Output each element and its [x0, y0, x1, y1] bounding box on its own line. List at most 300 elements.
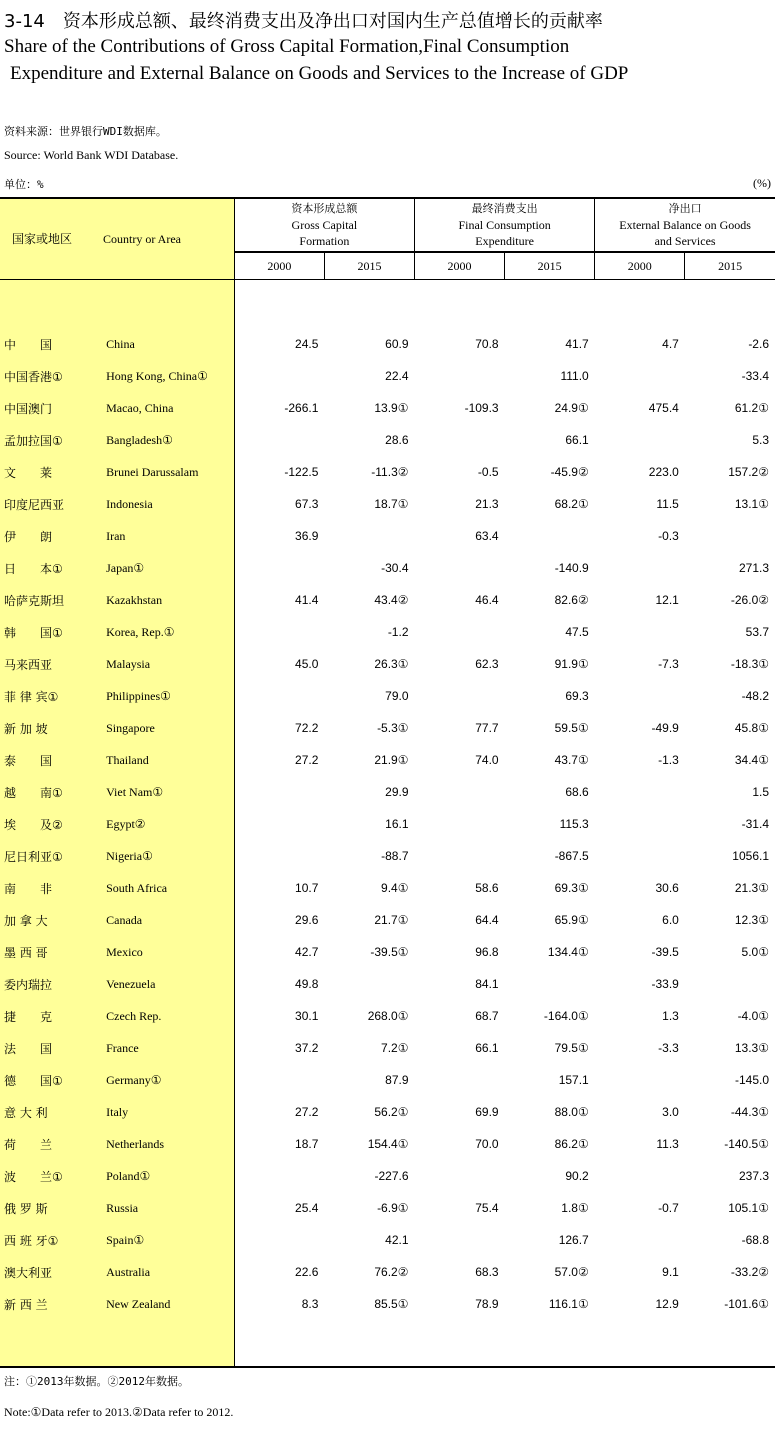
- year-header: 2015: [324, 252, 414, 280]
- value-cell: -1.2: [387, 625, 409, 639]
- value-cell: -4.0①: [737, 1009, 769, 1023]
- table-row: [0, 520, 775, 552]
- table-title-english-line1: Share of the Contributions of Gross Capital Formation,Final Consumption: [4, 36, 570, 57]
- value-cell: [234, 776, 324, 808]
- value-cell: 57.0②: [554, 1265, 589, 1279]
- country-name-chinese: 墨 西 哥: [0, 936, 96, 968]
- value-cell: 13.3①: [734, 1041, 769, 1055]
- value-cell: 21.3: [475, 497, 499, 511]
- table-row: [0, 1256, 775, 1288]
- country-name-chinese: 意 大 利: [0, 1096, 96, 1128]
- value-cell: 1.3: [662, 1009, 679, 1023]
- value-cell: -0.3: [658, 529, 679, 543]
- value-cell: 70.0: [475, 1137, 499, 1151]
- country-name-chinese: 中 国: [0, 328, 96, 360]
- value-cell: 237.3: [738, 1169, 769, 1183]
- table-title-english-line2: Expenditure and External Balance on Goods and Services to the Increase of GDP: [10, 63, 629, 84]
- country-name-english: France: [96, 1032, 234, 1064]
- value-cell: 28.6: [385, 433, 409, 447]
- value-cell: 12.9: [655, 1297, 679, 1311]
- country-name-english: Kazakhstan: [96, 584, 234, 616]
- value-cell: 88.0①: [554, 1105, 589, 1119]
- value-cell: 18.7: [295, 1137, 319, 1151]
- value-cell: [505, 968, 595, 1000]
- value-cell: 66.1: [475, 1041, 499, 1055]
- country-name-english: Malaysia: [96, 648, 234, 680]
- country-name-english: Nigeria①: [96, 840, 234, 872]
- value-cell: 96.8: [475, 945, 499, 959]
- country-name-english: Russia: [96, 1192, 234, 1224]
- country-name-english: Macao, China: [96, 392, 234, 424]
- country-name-chinese: 波 兰①: [0, 1160, 96, 1192]
- group-header-label-en: and Services: [654, 234, 716, 248]
- value-cell: -68.8: [741, 1233, 769, 1247]
- value-cell: 84.1: [475, 977, 499, 991]
- value-cell: [595, 1064, 685, 1096]
- value-cell: 268.0①: [367, 1009, 409, 1023]
- value-cell: 1.5: [752, 785, 769, 799]
- value-cell: -31.4: [741, 817, 769, 831]
- country-name-chinese: 菲 律 宾①: [0, 680, 96, 712]
- value-cell: 64.4: [475, 913, 499, 927]
- country-column-header: [0, 198, 234, 280]
- value-cell: 11.5: [656, 497, 679, 511]
- value-cell: 5.0①: [741, 945, 769, 959]
- country-name-chinese: 新 加 坡: [0, 712, 96, 744]
- table-row: [0, 616, 775, 648]
- value-cell: -3.3: [658, 1041, 679, 1055]
- value-cell: [595, 776, 685, 808]
- country-name-chinese: 加 拿 大: [0, 904, 96, 936]
- value-cell: 9.4①: [381, 881, 409, 895]
- value-cell: 43.4②: [374, 593, 409, 607]
- country-name-chinese: 印度尼西亚: [0, 488, 96, 520]
- country-name-chinese: 法 国: [0, 1032, 96, 1064]
- group-header-label-cn: 资本形成总额: [291, 202, 358, 215]
- group-header-label-cn: 净出口: [668, 202, 702, 215]
- value-cell: [234, 808, 324, 840]
- country-name-english: Hong Kong, China①: [96, 360, 234, 392]
- value-cell: -11.3②: [371, 465, 409, 479]
- group-header-gross-capital-formation: [234, 198, 414, 252]
- group-header-label-en: Gross Capital: [291, 218, 358, 232]
- value-cell: 68.3: [475, 1265, 499, 1279]
- value-cell: 43.7①: [554, 753, 589, 767]
- value-cell: 53.7: [745, 625, 769, 639]
- value-cell: 36.9: [295, 529, 319, 543]
- value-cell: 45.8①: [734, 721, 769, 735]
- value-cell: -867.5: [554, 849, 589, 863]
- country-name-english: China: [96, 328, 234, 360]
- value-cell: 87.9: [385, 1073, 409, 1087]
- value-cell: 1.8①: [561, 1201, 589, 1215]
- table-row: [0, 744, 775, 776]
- table-row: [0, 840, 775, 872]
- value-cell: 115.3: [559, 817, 589, 831]
- value-cell: 68.6: [565, 785, 589, 799]
- value-cell: -227.6: [374, 1169, 409, 1183]
- country-name-chinese: 日 本①: [0, 552, 96, 584]
- country-name-chinese: 泰 国: [0, 744, 96, 776]
- value-cell: -18.3①: [730, 657, 769, 671]
- value-cell: 69.3: [565, 689, 589, 703]
- group-header-label-en: Formation: [299, 234, 350, 248]
- value-cell: [595, 808, 685, 840]
- value-cell: 68.2①: [554, 497, 589, 511]
- group-header-label-cn: 最终消费支出: [471, 202, 538, 215]
- value-cell: -0.5: [477, 465, 499, 479]
- value-cell: -39.5: [651, 945, 679, 959]
- country-name-chinese: 文 莱: [0, 456, 96, 488]
- country-name-english: Italy: [96, 1096, 234, 1128]
- value-cell: 21.7①: [374, 913, 409, 927]
- value-cell: 90.2: [565, 1169, 589, 1183]
- value-cell: -2.6: [748, 337, 769, 351]
- value-cell: -45.9②: [550, 465, 589, 479]
- country-name-chinese: 中国香港①: [0, 360, 96, 392]
- value-cell: -33.9: [651, 977, 679, 991]
- value-cell: 79.0: [385, 689, 409, 703]
- country-name-chinese: 西 班 牙①: [0, 1224, 96, 1256]
- table-row: [0, 1064, 775, 1096]
- value-cell: 72.2: [295, 721, 319, 735]
- value-cell: 10.7: [295, 881, 319, 895]
- value-cell: [685, 520, 775, 552]
- source-english: Source: World Bank WDI Database.: [4, 148, 179, 162]
- country-name-chinese: 埃 及②: [0, 808, 96, 840]
- value-cell: 69.3①: [554, 881, 589, 895]
- table-spacer-row: [0, 280, 775, 329]
- value-cell: 47.5: [565, 625, 589, 639]
- table-row: [0, 968, 775, 1000]
- value-cell: -164.0①: [543, 1009, 589, 1023]
- country-name-english: Mexico: [96, 936, 234, 968]
- table-title-chinese: 3-14 资本形成总额、最终消费支出及净出口对国内生产总值增长的贡献率: [4, 11, 603, 32]
- value-cell: [595, 616, 685, 648]
- value-cell: 30.1: [295, 1009, 319, 1023]
- table-row: [0, 1192, 775, 1224]
- table-row: [0, 1288, 775, 1320]
- country-name-chinese: 捷 克: [0, 1000, 96, 1032]
- value-cell: 59.5①: [554, 721, 589, 735]
- value-cell: [415, 680, 505, 712]
- country-name-english: Spain①: [96, 1224, 234, 1256]
- group-header-final-consumption: [415, 198, 595, 252]
- value-cell: -101.6①: [724, 1297, 769, 1311]
- country-name-chinese: 哈萨克斯坦: [0, 584, 96, 616]
- group-header-external-balance: [595, 198, 775, 252]
- value-cell: 82.6②: [554, 593, 589, 607]
- value-cell: 12.1: [655, 593, 679, 607]
- value-cell: 5.3: [752, 433, 769, 447]
- country-name-chinese: 俄 罗 斯: [0, 1192, 96, 1224]
- value-cell: 61.2①: [734, 401, 769, 415]
- table-row: [0, 904, 775, 936]
- value-cell: [234, 1064, 324, 1096]
- value-cell: 34.4①: [734, 753, 769, 767]
- country-name-chinese: 越 南①: [0, 776, 96, 808]
- table-row: [0, 584, 775, 616]
- value-cell: -145.0: [734, 1073, 769, 1087]
- year-header: 2015: [685, 252, 775, 280]
- value-cell: 134.4①: [547, 945, 589, 959]
- value-cell: 63.4: [475, 529, 499, 543]
- value-cell: [595, 1224, 685, 1256]
- value-cell: -33.2②: [730, 1265, 769, 1279]
- value-cell: [595, 840, 685, 872]
- value-cell: 21.9①: [374, 753, 409, 767]
- country-name-english: Venezuela: [96, 968, 234, 1000]
- value-cell: 27.2: [295, 753, 319, 767]
- country-name-english: Bangladesh①: [96, 424, 234, 456]
- country-name-chinese: 尼日利亚①: [0, 840, 96, 872]
- table-row: [0, 1032, 775, 1064]
- country-name-english: Korea, Rep.①: [96, 616, 234, 648]
- value-cell: 8.3: [301, 1297, 319, 1311]
- value-cell: 60.9: [385, 337, 409, 351]
- value-cell: -140.5①: [724, 1137, 769, 1151]
- value-cell: 69.9: [475, 1105, 499, 1119]
- value-cell: -140.9: [554, 561, 589, 575]
- country-name-english: Philippines①: [96, 680, 234, 712]
- value-cell: 111.0: [560, 369, 589, 383]
- country-name-chinese: 委内瑞拉: [0, 968, 96, 1000]
- value-cell: 41.7: [565, 337, 589, 351]
- value-cell: 9.1: [662, 1265, 679, 1279]
- country-name-chinese: 马来西亚: [0, 648, 96, 680]
- value-cell: 42.7: [295, 945, 319, 959]
- note-english: Note:①Data refer to 2013.②Data refer to 2012.: [4, 1405, 234, 1419]
- value-cell: 29.6: [295, 913, 319, 927]
- country-name-english: Netherlands: [96, 1128, 234, 1160]
- table-row: [0, 936, 775, 968]
- value-cell: 67.3: [295, 497, 319, 511]
- country-name-english: Indonesia: [96, 488, 234, 520]
- year-header: 2000: [595, 252, 685, 280]
- country-name-english: Iran: [96, 520, 234, 552]
- value-cell: 49.8: [295, 977, 319, 991]
- country-name-chinese: 荷 兰: [0, 1128, 96, 1160]
- value-cell: [415, 776, 505, 808]
- value-cell: 77.7: [475, 721, 499, 735]
- table-row: [0, 456, 775, 488]
- value-cell: [415, 1064, 505, 1096]
- value-cell: [595, 360, 685, 392]
- value-cell: 70.8: [475, 337, 499, 351]
- value-cell: 68.7: [475, 1009, 499, 1023]
- value-cell: [234, 680, 324, 712]
- value-cell: 21.3①: [734, 881, 769, 895]
- country-name-english: Germany①: [96, 1064, 234, 1096]
- country-name-chinese: 伊 朗: [0, 520, 96, 552]
- country-name-chinese: 新 西 兰: [0, 1288, 96, 1320]
- value-cell: -33.4: [741, 369, 769, 383]
- value-cell: 11.3: [656, 1137, 679, 1151]
- value-cell: -1.3: [658, 753, 679, 767]
- country-name-english: Egypt②: [96, 808, 234, 840]
- table-row: [0, 680, 775, 712]
- value-cell: [234, 616, 324, 648]
- value-cell: [415, 552, 505, 584]
- value-cell: [595, 424, 685, 456]
- value-cell: 78.9: [475, 1297, 499, 1311]
- value-cell: 157.1: [558, 1073, 589, 1087]
- country-name-chinese: 南 非: [0, 872, 96, 904]
- value-cell: 3.0: [662, 1105, 679, 1119]
- country-name-english: Japan①: [96, 552, 234, 584]
- country-name-chinese: 韩 国①: [0, 616, 96, 648]
- value-cell: 157.2②: [728, 465, 769, 479]
- data-table: [0, 197, 775, 1368]
- value-cell: 41.4: [295, 593, 319, 607]
- value-cell: 7.2①: [381, 1041, 409, 1055]
- value-cell: 29.9: [385, 785, 409, 799]
- group-header-label-en: Expenditure: [475, 234, 534, 248]
- value-cell: -109.3: [464, 401, 499, 415]
- country-name-english: Viet Nam①: [96, 776, 234, 808]
- value-cell: [234, 552, 324, 584]
- value-cell: -266.1: [284, 401, 319, 415]
- value-cell: [234, 360, 324, 392]
- country-name-english: Singapore: [96, 712, 234, 744]
- value-cell: 46.4: [475, 593, 499, 607]
- value-cell: 56.2①: [374, 1105, 409, 1119]
- value-cell: 116.1①: [548, 1297, 589, 1311]
- value-cell: [415, 424, 505, 456]
- value-cell: -26.0②: [730, 593, 769, 607]
- value-cell: [234, 424, 324, 456]
- country-name-english: Czech Rep.: [96, 1000, 234, 1032]
- table-row: [0, 488, 775, 520]
- country-name-english: South Africa: [96, 872, 234, 904]
- value-cell: [415, 1160, 505, 1192]
- value-cell: -48.2: [741, 689, 769, 703]
- value-cell: [415, 1224, 505, 1256]
- value-cell: 91.9①: [554, 657, 589, 671]
- value-cell: 42.1: [385, 1233, 409, 1247]
- value-cell: [685, 968, 775, 1000]
- value-cell: 223.0: [648, 465, 679, 479]
- value-cell: [234, 1160, 324, 1192]
- group-header-label-en: Final Consumption: [458, 218, 551, 232]
- country-name-english: Poland①: [96, 1160, 234, 1192]
- year-header: 2000: [415, 252, 505, 280]
- year-header: 2015: [505, 252, 595, 280]
- value-cell: [324, 520, 414, 552]
- country-header-english: Country or Area: [103, 232, 181, 246]
- table-row: [0, 872, 775, 904]
- value-cell: -5.3①: [377, 721, 409, 735]
- table-row: [0, 328, 775, 360]
- country-name-english: New Zealand: [96, 1288, 234, 1320]
- value-cell: [595, 1160, 685, 1192]
- table-row: [0, 360, 775, 392]
- value-cell: 45.0: [295, 657, 319, 671]
- value-cell: [415, 616, 505, 648]
- value-cell: 12.3①: [734, 913, 769, 927]
- country-name-english: Canada: [96, 904, 234, 936]
- value-cell: 13.9①: [374, 401, 409, 415]
- value-cell: 105.1①: [728, 1201, 769, 1215]
- country-name-english: Brunei Darussalam: [96, 456, 234, 488]
- value-cell: 126.7: [558, 1233, 589, 1247]
- table-row: [0, 808, 775, 840]
- table-row: [0, 1000, 775, 1032]
- value-cell: [415, 840, 505, 872]
- table-row: [0, 1096, 775, 1128]
- value-cell: 58.6: [475, 881, 499, 895]
- value-cell: 26.3①: [374, 657, 409, 671]
- value-cell: [324, 968, 414, 1000]
- value-cell: 75.4: [475, 1201, 499, 1215]
- value-cell: 154.4①: [367, 1137, 409, 1151]
- value-cell: -39.5①: [370, 945, 409, 959]
- table-row: [0, 1160, 775, 1192]
- unit-chinese: 单位：%: [4, 178, 44, 191]
- value-cell: 62.3: [475, 657, 499, 671]
- table-row: [0, 776, 775, 808]
- header-row-groups: [0, 198, 775, 252]
- value-cell: [505, 520, 595, 552]
- value-cell: 22.4: [385, 369, 409, 383]
- value-cell: [234, 1224, 324, 1256]
- value-cell: -122.5: [284, 465, 319, 479]
- value-cell: 65.9①: [554, 913, 589, 927]
- table-row: [0, 552, 775, 584]
- value-cell: 13.1①: [734, 497, 769, 511]
- table-row: [0, 648, 775, 680]
- value-cell: 86.2①: [554, 1137, 589, 1151]
- value-cell: 271.3: [738, 561, 769, 575]
- value-cell: 22.6: [295, 1265, 319, 1279]
- value-cell: 74.0: [475, 753, 499, 767]
- value-cell: -88.7: [381, 849, 409, 863]
- value-cell: 27.2: [295, 1105, 319, 1119]
- value-cell: 30.6: [655, 881, 679, 895]
- value-cell: 85.5①: [374, 1297, 409, 1311]
- country-name-chinese: 澳大利亚: [0, 1256, 96, 1288]
- value-cell: 66.1: [565, 433, 589, 447]
- value-cell: [415, 360, 505, 392]
- value-cell: 25.4: [295, 1201, 319, 1215]
- unit-english: (%): [753, 176, 771, 190]
- value-cell: [595, 680, 685, 712]
- value-cell: 76.2②: [374, 1265, 409, 1279]
- country-name-english: Thailand: [96, 744, 234, 776]
- country-header-chinese: 国家或地区: [12, 232, 73, 246]
- value-cell: 4.7: [662, 337, 679, 351]
- value-cell: 37.2: [295, 1041, 319, 1055]
- value-cell: 1056.1: [732, 849, 769, 863]
- table-tail-row: [0, 1320, 775, 1367]
- value-cell: [595, 552, 685, 584]
- group-header-label-en: External Balance on Goods: [619, 218, 751, 232]
- value-cell: -49.9: [651, 721, 679, 735]
- value-cell: 16.1: [385, 817, 409, 831]
- value-cell: -0.7: [658, 1201, 679, 1215]
- table-row: [0, 1224, 775, 1256]
- value-cell: [415, 808, 505, 840]
- value-cell: -6.9①: [377, 1201, 409, 1215]
- value-cell: 18.7①: [374, 497, 409, 511]
- value-cell: -7.3: [658, 657, 679, 671]
- table-row: [0, 1128, 775, 1160]
- year-header: 2000: [234, 252, 324, 280]
- note-chinese: 注：①2013年数据。②2012年数据。: [4, 1375, 189, 1388]
- value-cell: 79.5①: [554, 1041, 589, 1055]
- country-name-chinese: 孟加拉国①: [0, 424, 96, 456]
- country-name-english: Australia: [96, 1256, 234, 1288]
